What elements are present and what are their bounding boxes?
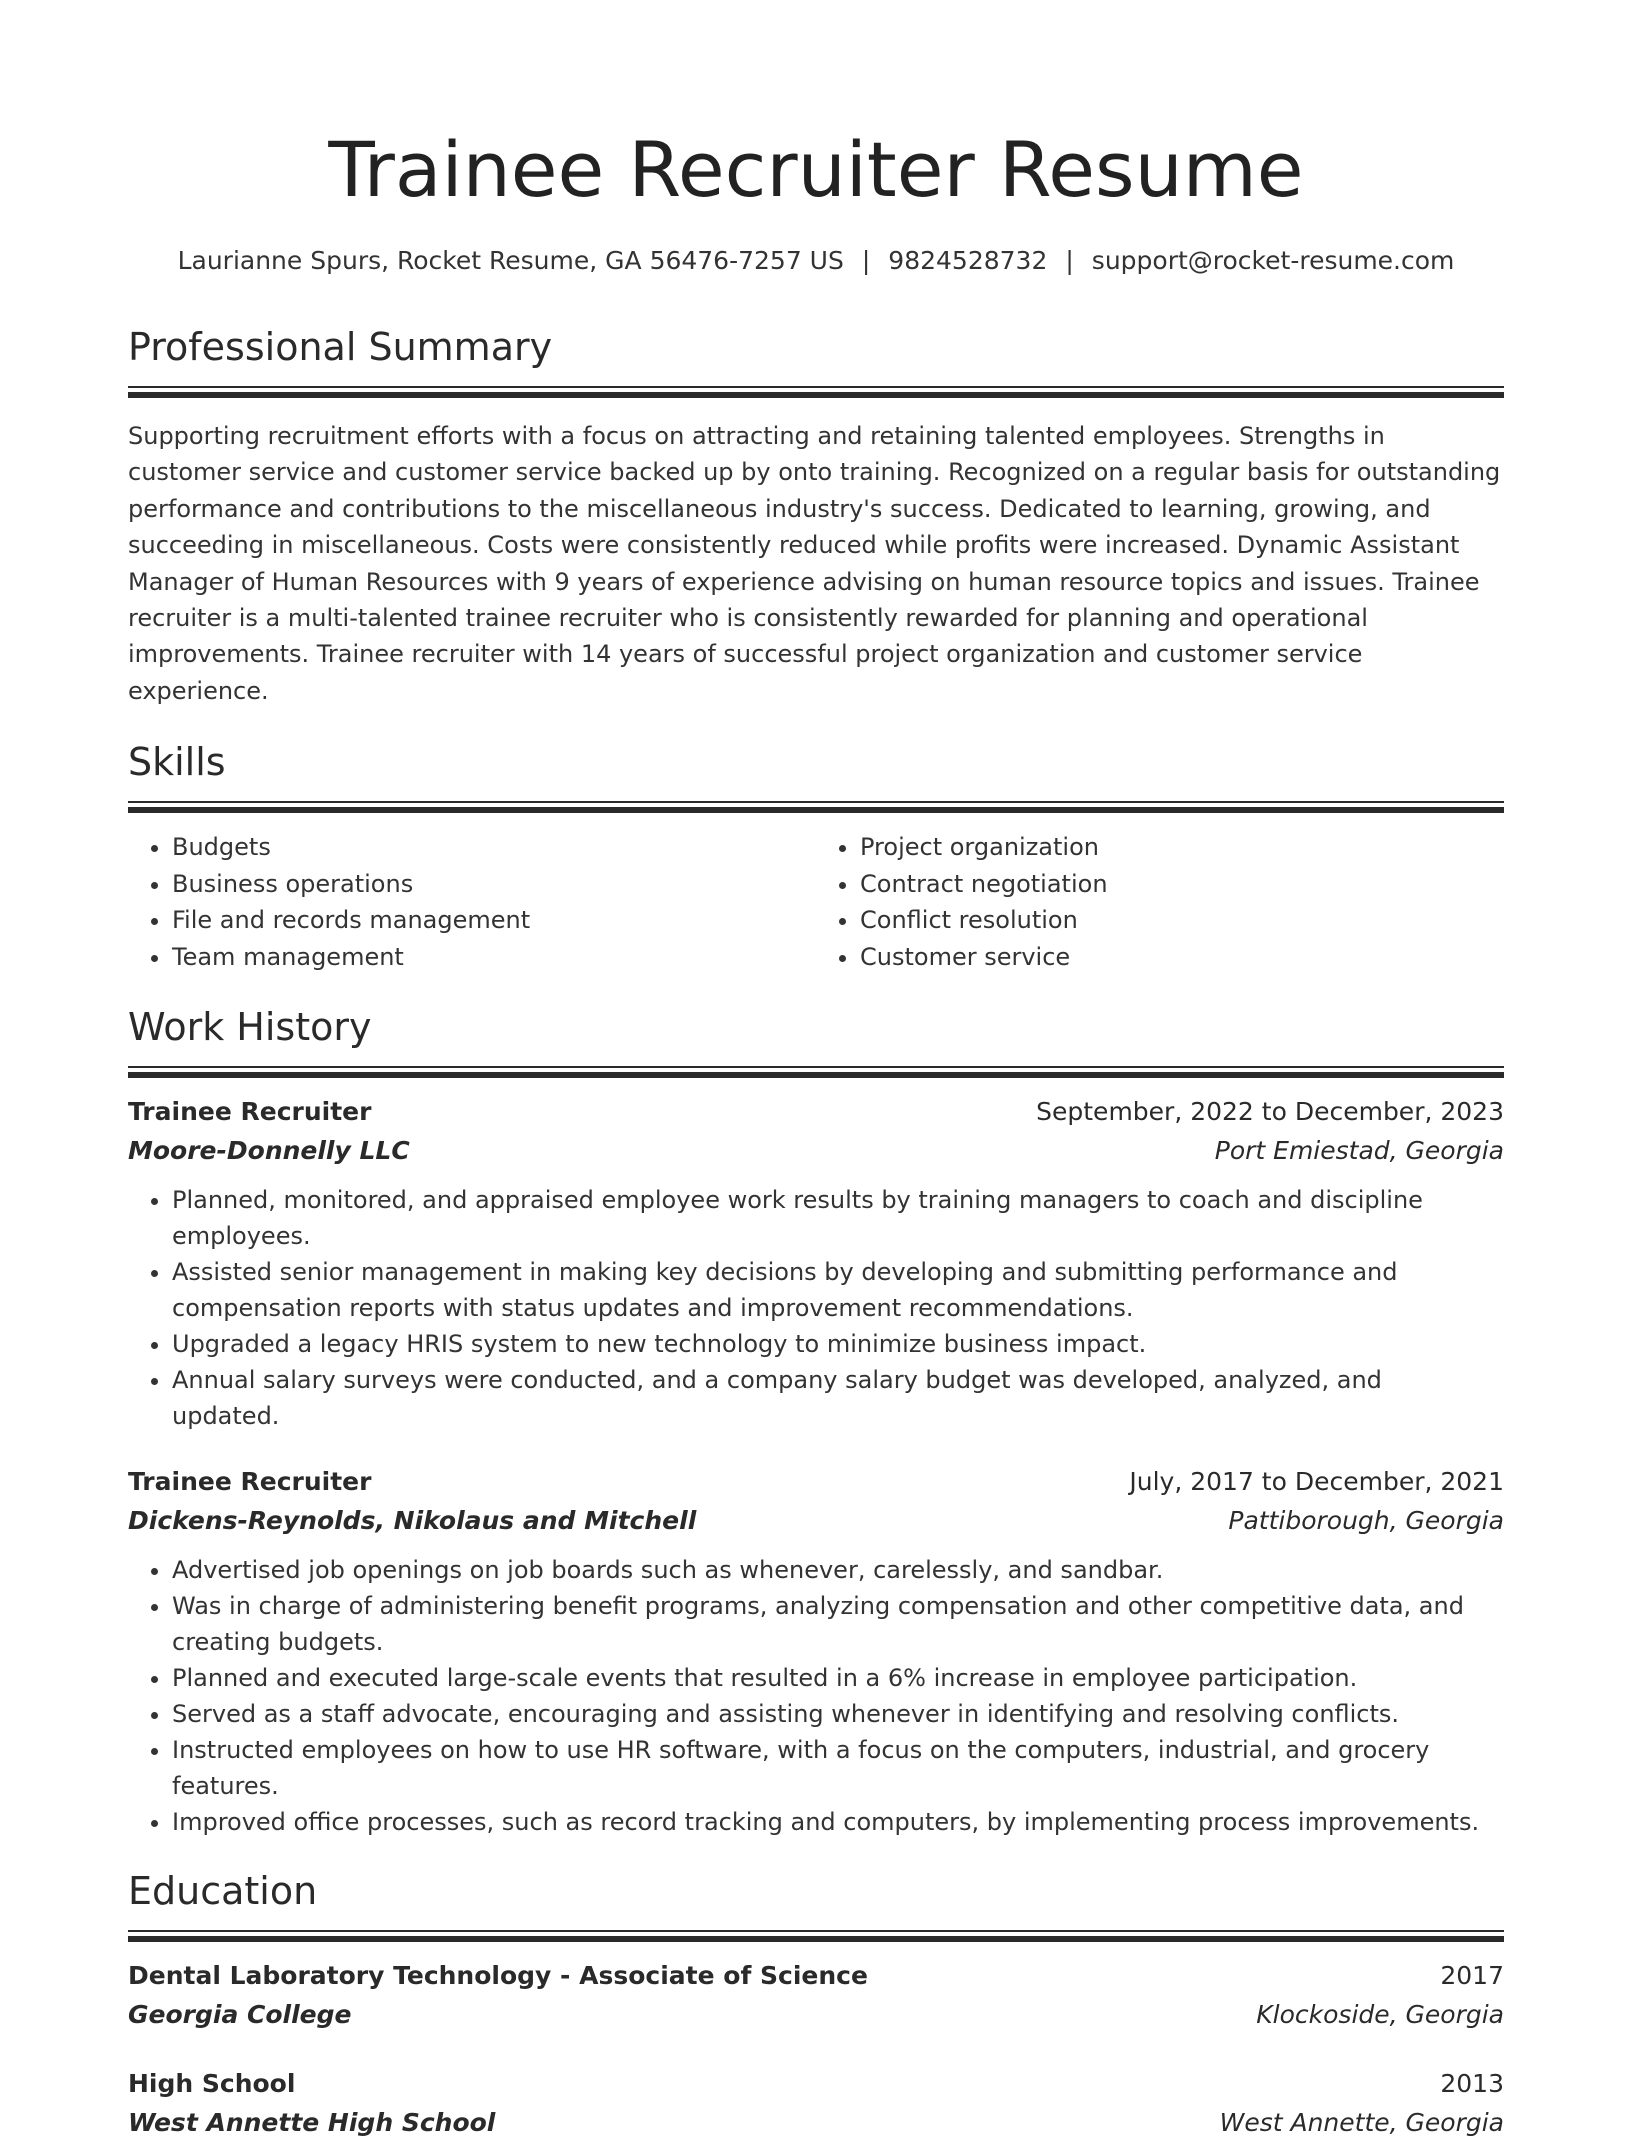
section-divider [128, 1066, 1504, 1078]
job-bullets [128, 1552, 1504, 1840]
list-item: • Annual salary surveys were conducted, and a company salary budget was developed, analyzed, and updated. [172, 1362, 1504, 1434]
section-heading-skills: Skills [128, 740, 226, 785]
section-divider [128, 801, 1504, 813]
list-item: • Served as a staff advocate, encouraging and assisting whenever in identifying and resolving conflicts. [172, 1696, 1504, 1732]
contact-phone: 9824528732 [888, 246, 1048, 275]
section-heading-summary: Professional Summary [128, 325, 553, 369]
job-bullets [128, 1182, 1504, 1434]
education-section [128, 1866, 1504, 2142]
skill-item: • Team management [172, 939, 816, 976]
page-title: Trainee Recruiter Resume [328, 125, 1304, 214]
skill-item: • Budgets [172, 829, 816, 866]
section-divider [128, 1930, 1504, 1942]
skills-section [128, 737, 1504, 975]
skill-item: • Conflict resolution [860, 902, 1504, 939]
list-item: • Planned, monitored, and appraised employee work results by training managers to coach and discipline employees. [172, 1182, 1504, 1254]
job-dates: September, 2022 to December, 2023 [1036, 1096, 1504, 1126]
education-location: West Annette, Georgia [1219, 2107, 1504, 2137]
skill-item: • Customer service [860, 939, 1504, 976]
job-entry [128, 1462, 1504, 1840]
job-title: Trainee Recruiter [128, 1096, 372, 1126]
education-school: West Annette High School [128, 2107, 496, 2137]
list-item: • Assisted senior management in making key decisions by developing and submitting performance and compensation reports with status updates and improvement recommendations. [172, 1254, 1504, 1326]
section-heading-work: Work History [128, 1004, 372, 1049]
list-item: • Upgraded a legacy HRIS system to new technology to minimize business impact. [172, 1326, 1504, 1362]
skills-list-left [128, 829, 816, 975]
skill-item: • File and records management [172, 902, 816, 939]
education-degree: High School [128, 2068, 296, 2098]
contact-address: Laurianne Spurs, Rocket Resume, GA 56476-7257 US [177, 246, 844, 275]
list-item: • Advertised job openings on job boards such as whenever, carelessly, and sandbar. [172, 1552, 1504, 1588]
education-location: Klockoside, Georgia [1256, 1999, 1504, 2029]
list-item: • Improved office processes, such as record tracking and computers, by implementing process improvements. [172, 1804, 1504, 1840]
summary-text: Supporting recruitment efforts with a focus on attracting and retaining talented employees. Strengths in customer service and customer service backed up by onto training. Recognized on a regular basis for outstanding performance and contributions to the miscellaneous industry's success. Dedicated to learning, growing, and succeeding in miscellaneous. Costs were consistently reduced while profits were increased. Dynamic Assistant Manager of Human Resources with 9 years of experience advising on human resource topics and issues. Trainee recruiter is a multi-talented trainee recruiter who is consistently rewarded for planning and operational improvements. Trainee recruiter with 14 years of successful project organization and customer service experience. [128, 422, 1501, 705]
job-location: Pattiborough, Georgia [1228, 1505, 1504, 1535]
education-school: Georgia College [128, 1999, 352, 2029]
list-item: • Was in charge of administering benefit programs, analyzing compensation and other competitive data, and creating budgets. [172, 1588, 1504, 1660]
contact-line [128, 244, 1504, 278]
skill-item: • Project organization [860, 829, 1504, 866]
summary-section [128, 322, 1504, 709]
education-year: 2013 [1440, 2068, 1504, 2098]
skills-columns [128, 829, 1504, 975]
section-divider [128, 386, 1504, 398]
education-degree: Dental Laboratory Technology - Associate of Science [128, 1960, 868, 1990]
contact-separator: | [861, 246, 871, 275]
job-company: Dickens-Reynolds, Nikolaus and Mitchell [128, 1505, 697, 1535]
section-heading-education: Education [128, 1868, 318, 1913]
list-item: • Instructed employees on how to use HR software, with a focus on the computers, industrial, and grocery features. [172, 1732, 1504, 1804]
job-dates: July, 2017 to December, 2021 [1129, 1466, 1504, 1496]
contact-email: support@rocket-resume.com [1091, 246, 1455, 275]
skill-item: • Business operations [172, 866, 816, 903]
education-entry [128, 2064, 1504, 2142]
skill-item: • Contract negotiation [860, 866, 1504, 903]
job-company: Moore-Donnelly LLC [128, 1135, 410, 1165]
education-entry [128, 1956, 1504, 2034]
job-entry [128, 1092, 1504, 1434]
work-history-section [128, 1002, 1504, 1840]
skills-list-right [816, 829, 1504, 975]
list-item: • Planned and executed large-scale events that resulted in a 6% increase in employee participation. [172, 1660, 1504, 1696]
contact-separator: | [1065, 246, 1074, 275]
job-title: Trainee Recruiter [128, 1466, 372, 1496]
job-location: Port Emiestad, Georgia [1214, 1135, 1504, 1165]
education-year: 2017 [1440, 1960, 1504, 1990]
